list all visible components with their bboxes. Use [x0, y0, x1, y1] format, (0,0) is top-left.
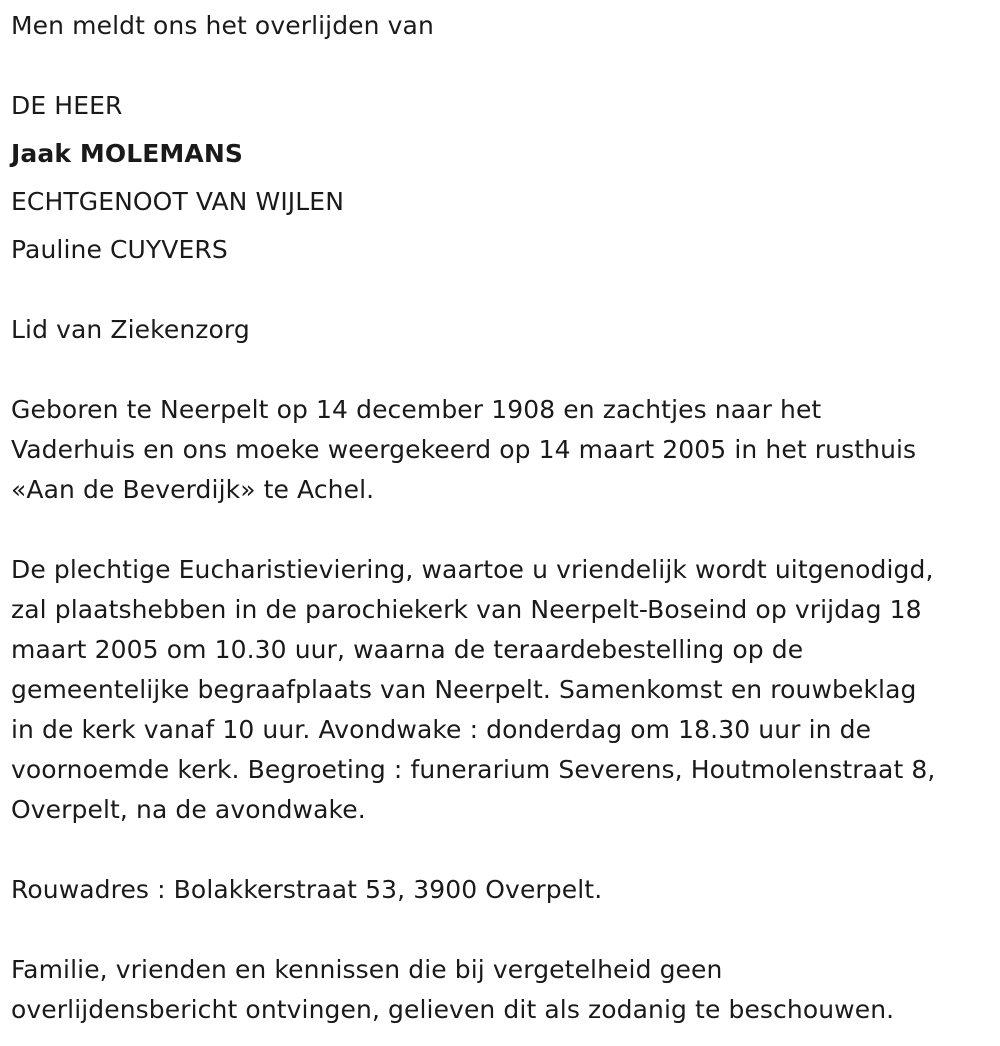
paragraph-line: gemeentelijke begraafplaats van Neerpelt. Samenkomst en rouwbeklag [11, 675, 917, 704]
address-line: Rouwadres : Bolakkerstraat 53, 3900 Overpelt. [11, 875, 603, 904]
birth-death-paragraph [11, 390, 991, 510]
paragraph-line: Geboren te Neerpelt op 14 december 1908 en zachtjes naar het [11, 395, 822, 424]
intro-line: Men meldt ons het overlijden van [11, 11, 434, 40]
obituary-text [11, 6, 991, 1030]
paragraph-line: maart 2005 om 10.30 uur, waarna de teraardebestelling op de [11, 635, 804, 664]
membership-line: Lid van Ziekenzorg [11, 315, 250, 344]
paragraph-line: Vaderhuis en ons moeke weergekeerd op 14 maart 2005 in het rusthuis [11, 435, 917, 464]
paragraph-line: overlijdensbericht ontvingen, gelieven dit als zodanig te beschouwen. [11, 995, 895, 1024]
ceremony-paragraph [11, 550, 991, 830]
paragraph-line: De plechtige Eucharistieviering, waartoe u vriendelijk wordt uitgenodigd, [11, 555, 934, 584]
paragraph-line: in de kerk vanaf 10 uur. Avondwake : donderdag om 18.30 uur in de [11, 715, 872, 744]
spouse-name: Pauline CUYVERS [11, 235, 228, 264]
deceased-title: DE HEER [11, 91, 123, 120]
spacer [11, 46, 991, 86]
deceased-relation: ECHTGENOOT VAN WIJLEN [11, 187, 345, 216]
paragraph-line: zal plaatshebben in de parochiekerk van Neerpelt-Boseind op vrijdag 18 [11, 595, 922, 624]
deceased-name: Jaak MOLEMANS [11, 139, 243, 168]
spacer [11, 910, 991, 950]
closing-paragraph [11, 950, 991, 1030]
spacer [11, 270, 991, 310]
spacer [11, 350, 991, 390]
paragraph-line: Overpelt, na de avondwake. [11, 795, 366, 824]
spacer [11, 830, 991, 870]
paragraph-line: voornoemde kerk. Begroeting : funerarium Severens, Houtmolenstraat 8, [11, 755, 936, 784]
paragraph-line: Familie, vrienden en kennissen die bij vergetelheid geen [11, 955, 723, 984]
spacer [11, 510, 991, 550]
paragraph-line: «Aan de Beverdijk» te Achel. [11, 475, 375, 504]
